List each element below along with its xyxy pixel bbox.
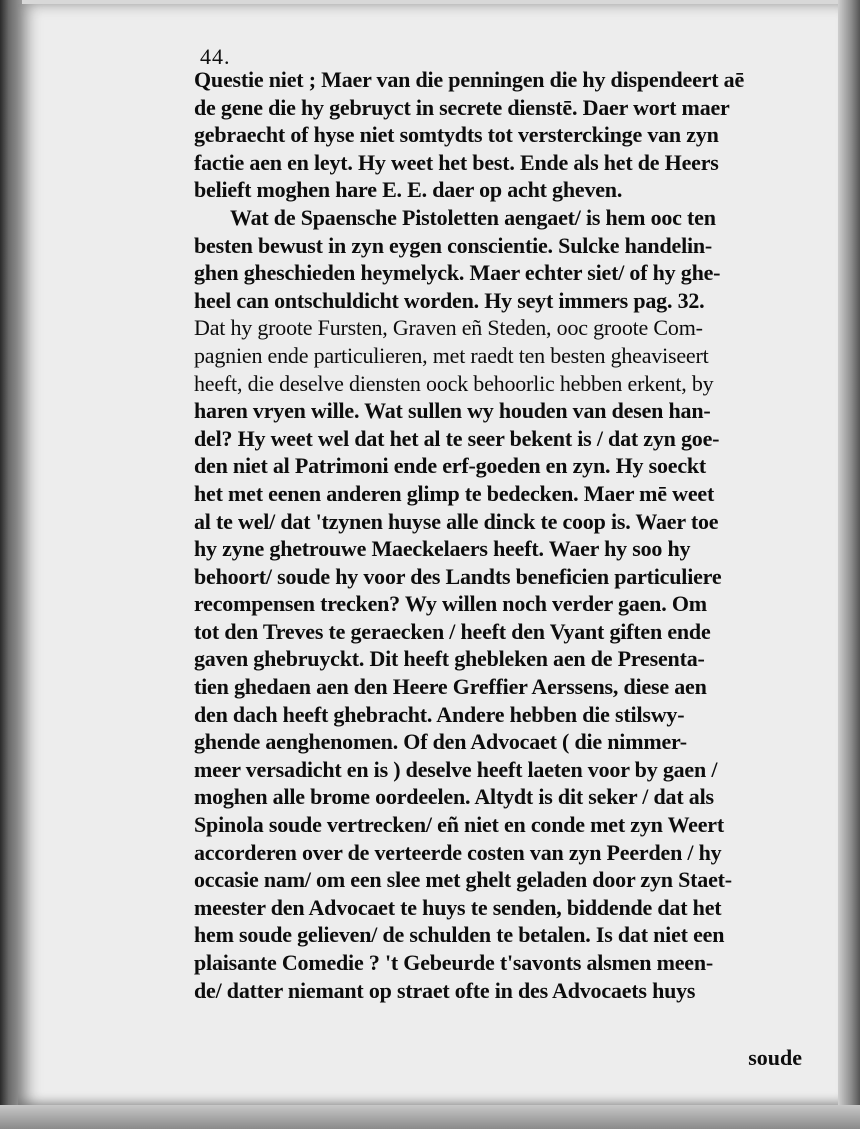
text-line: ghen gheschieden heymelyck. Maer echter siet/ of hy ghe- — [194, 260, 721, 286]
text-line: al te wel/ dat 'tzynen huyse alle dinck te coop is. Waer toe — [194, 508, 719, 534]
text-line: den dach heeft ghebracht. Andere hebben die stilswy- — [194, 701, 685, 727]
text-line: Dat hy groote Fursten, Graven eñ Steden, ooc groote Com- — [194, 315, 703, 341]
text-line: den niet al Patrimoni ende erf-goeden en zyn. Hy soeckt — [194, 453, 707, 479]
text-line: occasie nam/ om een slee met ghelt geladen door zyn Staet- — [194, 867, 732, 893]
text-line: del? Hy weet wel dat het al te seer bekent is / dat zyn goe- — [194, 425, 720, 451]
text-line: Spinola soude vertrecken/ eñ niet en conde met zyn Weert — [194, 812, 724, 838]
text-line: haren vryen wille. Wat sullen wy houden van desen han- — [194, 398, 711, 424]
text-line: factie aen en leyt. Hy weet het best. Ende als het de Heers — [194, 149, 719, 175]
text-line: het met eenen anderen glimp te bedecken. Maer mē weet — [194, 480, 715, 506]
text-line: ghende aenghenomen. Of den Advocaet ( die nimmer- — [194, 729, 687, 755]
text-line: pagnien ende particulieren, met raedt ten besten gheaviseert — [194, 342, 709, 368]
text-line: besten bewust in zyn eygen conscientie. Sulcke handelin- — [194, 232, 713, 258]
text-line: meer versadicht en is ) deselve heeft laeten voor by gaen / — [194, 756, 718, 782]
text-line: plaisante Comedie ? 't Gebeurde t'savonts alsmen meen- — [194, 950, 713, 975]
text-line: heeft, die deselve diensten oock behoorlic hebben erkent, by — [194, 370, 714, 396]
page-number: 44. — [200, 44, 231, 69]
text-line: heel can ontschuldicht worden. Hy seyt immers pag. 32. — [194, 287, 705, 313]
text-line: tot den Treves te geraecken / heeft den Vyant giften ende — [194, 618, 711, 644]
text-line: behoort/ soude hy voor des Landts beneficien particuliere — [194, 563, 722, 589]
page-bottom-edge — [0, 1105, 860, 1129]
text-line: Wat de Spaensche Pistoletten aengaet/ is hem ooc ten — [230, 204, 716, 230]
text-line: hem soude gelieven/ de schulden te betalen. Is dat niet een — [194, 922, 725, 948]
page-right-edge — [838, 0, 860, 1129]
text-line: de/ datter niemant op straet ofte in des Advocaets huys — [194, 977, 696, 1003]
text-line: gebraecht of hyse niet somtydts tot versterckinge van zyn — [194, 122, 719, 148]
text-line: belieft moghen hare E. E. daer op acht gheven. — [194, 177, 623, 203]
text-line: accorderen over de verteerde costen van zyn Peerden / hy — [194, 839, 722, 865]
text-line: hy zyne ghetrouwe Maeckelaers heeft. Waer hy soo hy — [194, 536, 691, 562]
text-line: meester den Advocaet te huys te senden, biddende dat het — [194, 894, 722, 920]
catchword: soude — [748, 1045, 802, 1070]
text-line: gaven ghebruyckt. Dit heeft ghebleken aen de Presenta- — [194, 646, 705, 672]
text-line: de gene die hy gebruyct in secrete dienstē. Daer wort maer — [194, 94, 730, 120]
text-line: recompensen trecken? Wy willen noch verder gaen. Om — [194, 591, 707, 617]
text-line: Questie niet ; Maer van die penningen die hy dispendeert aē — [194, 67, 745, 92]
text-line: tien ghedaen aen den Heere Greffier Aerssens, diese aen — [194, 674, 707, 700]
text-line: moghen alle brome oordeelen. Altydt is dit seker / dat als — [194, 784, 714, 810]
body-text — [194, 66, 826, 1004]
